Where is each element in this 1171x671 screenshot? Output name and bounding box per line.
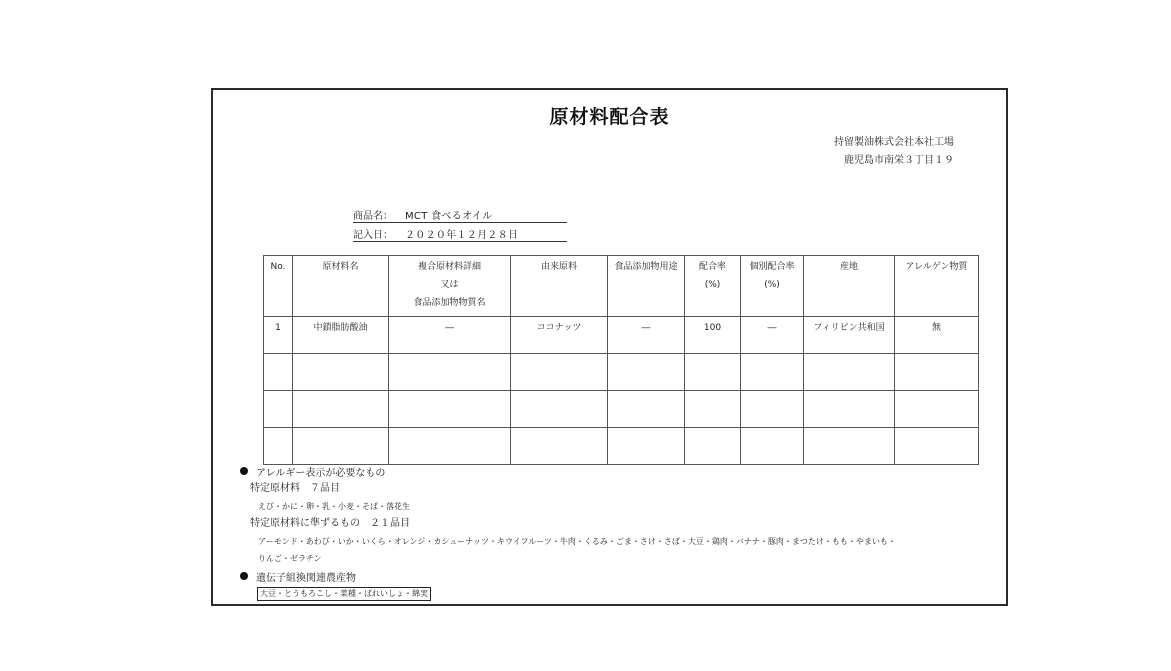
product-name-row [353, 204, 567, 223]
table-row [264, 428, 979, 465]
table-cell [389, 428, 511, 465]
table-cell [293, 428, 389, 465]
table-header-cell [293, 256, 389, 317]
table-cell [264, 391, 293, 428]
gmo-heading-text: 遺伝子組換関連農産物 [256, 572, 356, 584]
table-cell [804, 354, 895, 391]
table-header-cell [608, 256, 685, 317]
gmo-items: 大豆・とうもろこし・菜種・ばれいしょ・綿実 [257, 587, 431, 601]
entry-date-label: 記入日： [353, 230, 393, 241]
document-sheet [211, 88, 1008, 606]
table-cell: ― [608, 317, 685, 354]
product-name-label: 商品名： [353, 211, 393, 222]
bullet-icon [240, 467, 248, 475]
table-header-text: 由来原料 [540, 262, 577, 272]
table-header-cell [804, 256, 895, 317]
quasi-items-line-1: アーモンド・あわび・いか・いくら・オレンジ・カシューナッツ・キウイフルーツ・牛肉・くるみ・ごま・さけ・さば・大豆・鶏肉・バナナ・豚肉・まつたけ・もも・やまいも・ [258, 537, 896, 546]
table-cell [741, 391, 804, 428]
company-block [834, 134, 954, 170]
table-cell [608, 391, 685, 428]
table-cell: フィリピン共和国 [804, 317, 895, 354]
table-cell [895, 391, 979, 428]
table-header-cell [389, 256, 511, 317]
table-cell [804, 391, 895, 428]
table-row [264, 354, 979, 391]
table-header-text: 食品添加物用途 [614, 262, 678, 272]
table-cell: ココナッツ [511, 317, 608, 354]
table-header-text: 又は [440, 280, 459, 290]
product-name-value: MCT 食べるオイル [405, 211, 493, 222]
notes-section [240, 462, 896, 601]
table-cell [511, 354, 608, 391]
table-header-text: (%) [764, 280, 780, 290]
table-cell [293, 391, 389, 428]
company-address: 鹿児島市南栄３丁目１９ [844, 155, 954, 166]
table-header-cell [741, 256, 804, 317]
table-header-text: 食品添加物物質名 [413, 298, 486, 308]
bullet-icon [240, 572, 248, 580]
table-header-cell [895, 256, 979, 317]
quasi-items-line-2: りんご・ゼラチン [258, 554, 322, 563]
table-header-text: 複合原材料詳細 [417, 262, 481, 272]
table-header-text: 原材料名 [322, 262, 359, 272]
table-cell: 100 [685, 317, 741, 354]
table-cell [511, 428, 608, 465]
table-header-text: No. [270, 262, 286, 272]
ingredient-table [263, 255, 979, 465]
table-cell [895, 428, 979, 465]
table-header-text: 配合率 [698, 262, 726, 272]
table-cell: 1 [264, 317, 293, 354]
table-cell: 無 [895, 317, 979, 354]
entry-date-value: ２０２０年１２月２８日 [405, 230, 519, 241]
table-cell [389, 391, 511, 428]
table-header-text: (%) [704, 280, 721, 290]
table-cell [608, 354, 685, 391]
specific-label: 特定原材料 ７品目 [250, 483, 340, 494]
table-header-cell [685, 256, 741, 317]
table-header-text: 個別配合率 [749, 262, 795, 272]
table-cell [741, 354, 804, 391]
product-meta [353, 204, 567, 242]
table-cell [895, 354, 979, 391]
table-row [264, 317, 979, 354]
table-cell [685, 391, 741, 428]
table-cell [264, 428, 293, 465]
specific-items: えび・かに・卵・乳・小麦・そば・落花生 [258, 502, 410, 511]
table-cell [804, 428, 895, 465]
gmo-heading [240, 567, 896, 585]
table-cell [685, 428, 741, 465]
table-cell [389, 354, 511, 391]
table-cell: ― [389, 317, 511, 354]
table-cell [293, 354, 389, 391]
table-cell [511, 391, 608, 428]
table-header-row [264, 256, 979, 317]
table-cell [741, 428, 804, 465]
table-cell [264, 354, 293, 391]
allergy-heading-text: アレルギー表示が必要なもの [256, 467, 386, 479]
table-cell [685, 354, 741, 391]
company-name: 持留製油株式会社本社工場 [834, 137, 954, 148]
table-header-cell [264, 256, 293, 317]
table-cell: 中鎖脂肪酸油 [293, 317, 389, 354]
table-row [264, 391, 979, 428]
table-header-cell [511, 256, 608, 317]
table-cell: ― [741, 317, 804, 354]
allergy-heading [240, 462, 896, 480]
table-header-text: アレルゲン物質 [905, 262, 968, 272]
table-cell [608, 428, 685, 465]
table-header-text: 産地 [839, 262, 858, 272]
quasi-label: 特定原材料に準ずるもの ２１品目 [250, 518, 410, 529]
document-title: 原材料配合表 [549, 106, 670, 128]
entry-date-row [353, 223, 567, 242]
